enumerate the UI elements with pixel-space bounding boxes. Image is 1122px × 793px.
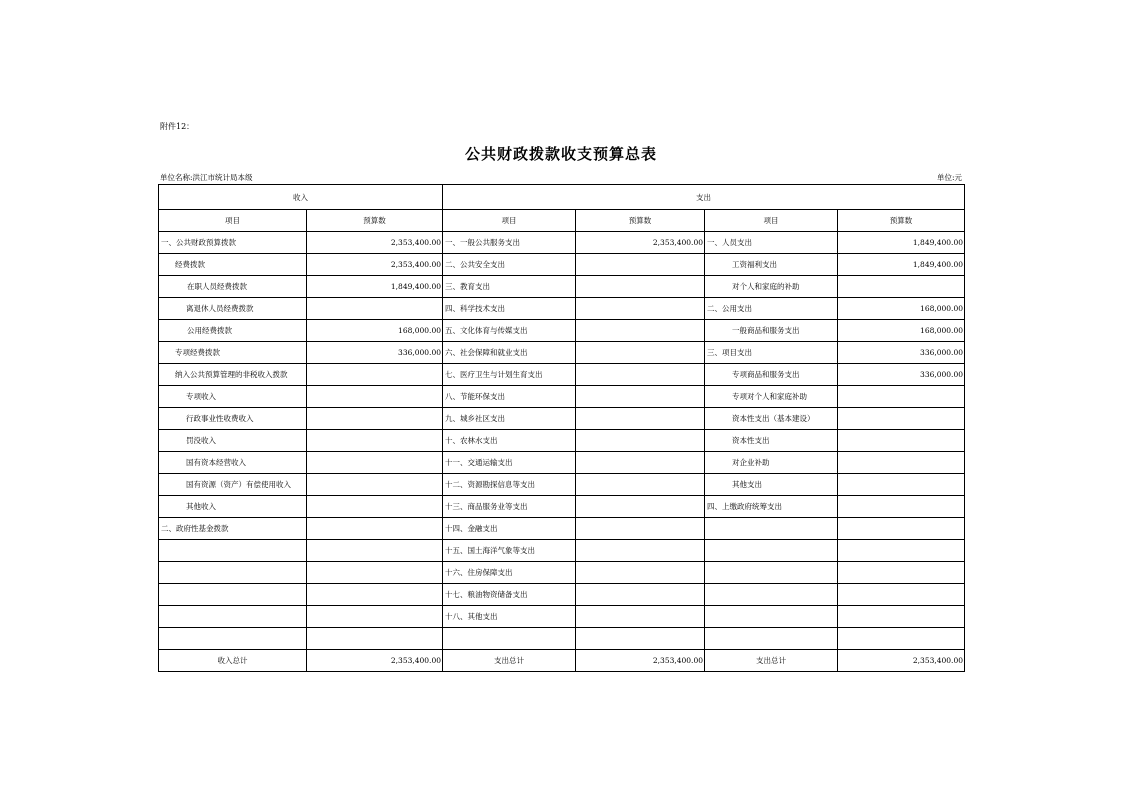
economic-item-cell <box>705 540 838 562</box>
table-row <box>159 518 965 540</box>
totals-row <box>159 650 965 672</box>
income-item-cell <box>159 628 307 650</box>
economic-expense-total-label: 支出总计 <box>705 650 838 672</box>
function-item-cell: 九、城乡社区支出 <box>443 408 576 430</box>
economic-amount-cell <box>838 540 965 562</box>
function-amount-cell <box>576 430 705 452</box>
economic-item-cell: 专项对个人和家庭补助 <box>705 386 838 408</box>
income-item-cell <box>159 562 307 584</box>
economic-item-cell <box>705 628 838 650</box>
income-amount-cell: 336,000.00 <box>307 342 443 364</box>
income-item-cell: 专项收入 <box>159 386 307 408</box>
function-item-cell: 十一、交通运输支出 <box>443 452 576 474</box>
income-item-cell: 国有资源（资产）有偿使用收入 <box>159 474 307 496</box>
income-amount-cell <box>307 298 443 320</box>
group-header-row <box>159 185 965 210</box>
income-item-cell: 离退休人员经费拨款 <box>159 298 307 320</box>
column-header-row <box>159 210 965 232</box>
unit-name-label: 单位名称:洪江市统计局本级 <box>160 173 253 182</box>
economic-item-cell: 对企业补助 <box>705 452 838 474</box>
income-amount-cell: 2,353,400.00 <box>307 232 443 254</box>
economic-amount-cell <box>838 386 965 408</box>
function-item-cell: 十、农林水支出 <box>443 430 576 452</box>
function-amount-cell <box>576 540 705 562</box>
income-amount-cell <box>307 408 443 430</box>
income-budget-header: 预算数 <box>307 210 443 232</box>
economic-amount-cell <box>838 474 965 496</box>
function-item-cell: 七、医疗卫生与计划生育支出 <box>443 364 576 386</box>
function-amount-cell <box>576 298 705 320</box>
function-amount-cell <box>576 518 705 540</box>
function-item-cell: 十三、商品服务业等支出 <box>443 496 576 518</box>
income-item-header: 项目 <box>159 210 307 232</box>
table-row <box>159 584 965 606</box>
table-row <box>159 430 965 452</box>
economic-item-cell: 专项商品和服务支出 <box>705 364 838 386</box>
economic-item-cell: 资本性支出（基本建设） <box>705 408 838 430</box>
economic-item-cell <box>705 606 838 628</box>
table-row <box>159 364 965 386</box>
economic-amount-cell: 336,000.00 <box>838 364 965 386</box>
page-title: 公共财政拨款收支预算总表 <box>464 145 657 163</box>
table-row <box>159 232 965 254</box>
income-item-cell: 纳入公共预算管理的非税收入拨款 <box>159 364 307 386</box>
function-amount-cell <box>576 408 705 430</box>
economic-amount-cell: 168,000.00 <box>838 298 965 320</box>
economic-amount-cell <box>838 408 965 430</box>
function-item-cell: 三、教育支出 <box>443 276 576 298</box>
income-item-cell <box>159 540 307 562</box>
income-item-cell: 一、公共财政预算拨款 <box>159 232 307 254</box>
income-amount-cell <box>307 452 443 474</box>
economic-item-cell: 一、人员支出 <box>705 232 838 254</box>
currency-unit-label: 单位:元 <box>937 173 963 182</box>
income-amount-cell <box>307 562 443 584</box>
income-item-cell <box>159 584 307 606</box>
income-item-cell: 经费拨款 <box>159 254 307 276</box>
function-amount-cell <box>576 276 705 298</box>
table-row <box>159 628 965 650</box>
function-amount-cell <box>576 606 705 628</box>
function-amount-cell <box>576 320 705 342</box>
economic-amount-cell <box>838 430 965 452</box>
economic-amount-cell <box>838 452 965 474</box>
function-item-cell: 四、科学技术支出 <box>443 298 576 320</box>
economic-item-cell: 对个人和家庭的补助 <box>705 276 838 298</box>
income-amount-cell <box>307 430 443 452</box>
economic-amount-cell: 1,849,400.00 <box>838 254 965 276</box>
table-row <box>159 386 965 408</box>
function-amount-cell <box>576 584 705 606</box>
economic-item-cell: 其他支出 <box>705 474 838 496</box>
economic-amount-cell <box>838 584 965 606</box>
function-amount-cell <box>576 254 705 276</box>
economic-item-cell: 工资福利支出 <box>705 254 838 276</box>
income-item-cell <box>159 606 307 628</box>
table-row <box>159 298 965 320</box>
budget-summary-table <box>158 184 965 672</box>
economic-item-cell: 三、项目支出 <box>705 342 838 364</box>
income-item-cell: 其他收入 <box>159 496 307 518</box>
table-row <box>159 452 965 474</box>
function-amount-cell <box>576 386 705 408</box>
expense-group-header: 支出 <box>443 185 965 210</box>
function-item-cell: 一、一般公共服务支出 <box>443 232 576 254</box>
income-item-cell: 行政事业性收费收入 <box>159 408 307 430</box>
income-amount-cell <box>307 540 443 562</box>
table-row <box>159 474 965 496</box>
income-group-header: 收入 <box>159 185 443 210</box>
income-total-amount: 2,353,400.00 <box>307 650 443 672</box>
function-item-cell: 六、社会保障和就业支出 <box>443 342 576 364</box>
economic-amount-cell <box>838 276 965 298</box>
economic-amount-cell: 336,000.00 <box>838 342 965 364</box>
economic-amount-cell <box>838 518 965 540</box>
function-item-cell: 五、文化体育与传媒支出 <box>443 320 576 342</box>
economic-amount-cell <box>838 562 965 584</box>
income-amount-cell <box>307 584 443 606</box>
table-row <box>159 276 965 298</box>
table-row <box>159 606 965 628</box>
table-row <box>159 320 965 342</box>
income-item-cell: 二、政府性基金拨款 <box>159 518 307 540</box>
function-item-cell: 十七、粮油物资储备支出 <box>443 584 576 606</box>
economic-item-cell: 一般商品和服务支出 <box>705 320 838 342</box>
function-amount-cell <box>576 628 705 650</box>
function-amount-cell <box>576 496 705 518</box>
function-item-cell: 八、节能环保支出 <box>443 386 576 408</box>
function-amount-cell: 2,353,400.00 <box>576 232 705 254</box>
function-expense-total-amount: 2,353,400.00 <box>576 650 705 672</box>
income-amount-cell <box>307 474 443 496</box>
economic-item-cell: 四、上缴政府统筹支出 <box>705 496 838 518</box>
function-amount-cell <box>576 474 705 496</box>
function-amount-cell <box>576 562 705 584</box>
table-row <box>159 540 965 562</box>
income-amount-cell <box>307 386 443 408</box>
income-amount-cell <box>307 496 443 518</box>
function-item-cell <box>443 628 576 650</box>
function-amount-cell <box>576 364 705 386</box>
economic-budget-header: 预算数 <box>838 210 965 232</box>
attachment-label: 附件12： <box>160 122 195 131</box>
economic-item-cell: 资本性支出 <box>705 430 838 452</box>
function-item-cell: 十四、金融支出 <box>443 518 576 540</box>
function-item-cell: 十五、国土海洋气象等支出 <box>443 540 576 562</box>
income-item-cell: 国有资本经营收入 <box>159 452 307 474</box>
income-amount-cell: 1,849,400.00 <box>307 276 443 298</box>
income-amount-cell <box>307 628 443 650</box>
function-budget-header: 预算数 <box>576 210 705 232</box>
function-amount-cell <box>576 452 705 474</box>
economic-amount-cell <box>838 496 965 518</box>
function-amount-cell <box>576 342 705 364</box>
table-row <box>159 496 965 518</box>
income-item-cell: 专项经费拨款 <box>159 342 307 364</box>
table-row <box>159 342 965 364</box>
table-row <box>159 254 965 276</box>
function-item-cell: 二、公共安全支出 <box>443 254 576 276</box>
economic-expense-total-amount: 2,353,400.00 <box>838 650 965 672</box>
economic-item-cell <box>705 562 838 584</box>
table-row <box>159 562 965 584</box>
economic-item-cell <box>705 584 838 606</box>
function-item-cell: 十六、住房保障支出 <box>443 562 576 584</box>
function-item-cell: 十二、资源勘探信息等支出 <box>443 474 576 496</box>
income-item-cell: 在职人员经费拨款 <box>159 276 307 298</box>
economic-item-cell <box>705 518 838 540</box>
function-expense-total-label: 支出总计 <box>443 650 576 672</box>
economic-amount-cell <box>838 628 965 650</box>
income-amount-cell <box>307 518 443 540</box>
table-row <box>159 408 965 430</box>
economic-item-cell: 二、公用支出 <box>705 298 838 320</box>
income-amount-cell <box>307 606 443 628</box>
income-total-label: 收入总计 <box>159 650 307 672</box>
function-item-cell: 十八、其他支出 <box>443 606 576 628</box>
economic-amount-cell: 168,000.00 <box>838 320 965 342</box>
income-amount-cell: 168,000.00 <box>307 320 443 342</box>
income-item-cell: 公用经费拨款 <box>159 320 307 342</box>
function-item-header: 项目 <box>443 210 576 232</box>
economic-item-header: 项目 <box>705 210 838 232</box>
income-amount-cell <box>307 364 443 386</box>
economic-amount-cell <box>838 606 965 628</box>
income-amount-cell: 2,353,400.00 <box>307 254 443 276</box>
economic-amount-cell: 1,849,400.00 <box>838 232 965 254</box>
income-item-cell: 罚没收入 <box>159 430 307 452</box>
